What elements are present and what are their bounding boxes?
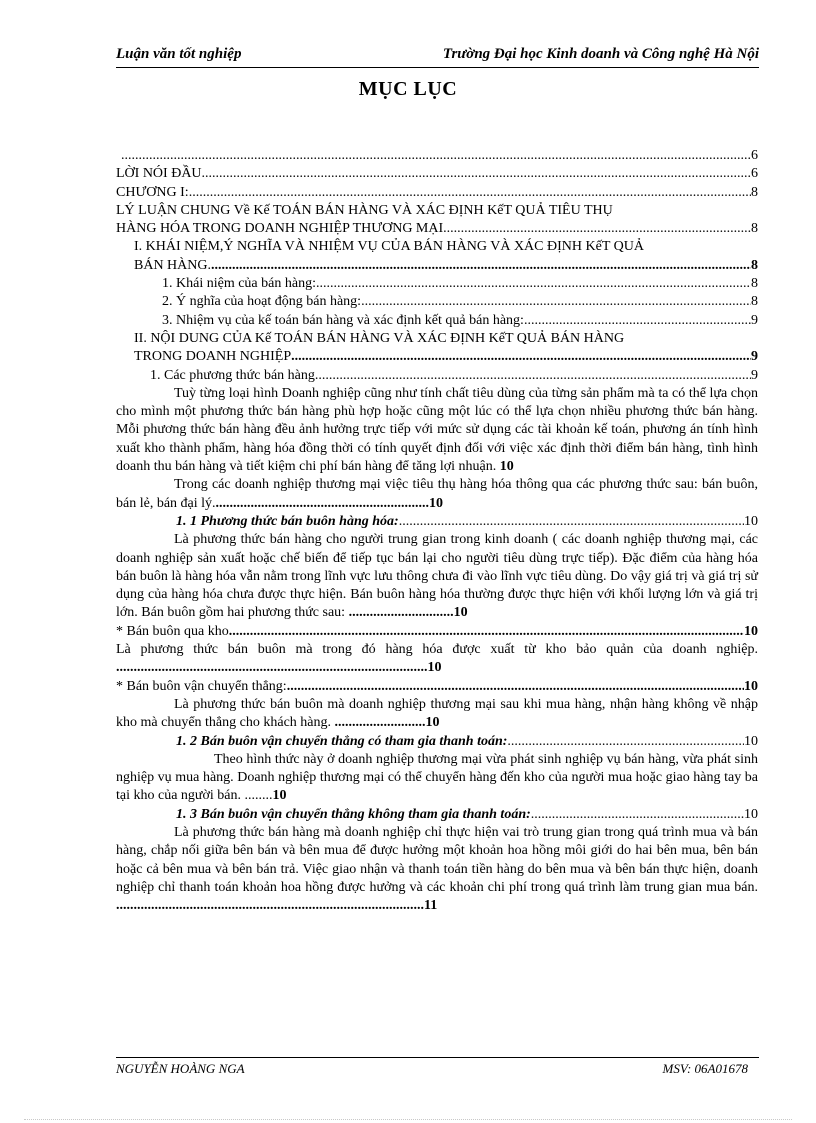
toc-page-number: 10 (744, 678, 758, 694)
toc-paragraph-entry[interactable]: Là phương thức bán buôn mà trong đó hàng hóa được xuất từ kho bảo quản của doanh nghiệp. .........................................................................................10 (116, 642, 758, 676)
toc-paragraph-entry[interactable]: Là phương thức bán buôn mà doanh nghiệp thương mại sau khi mua hàng, nhận hàng không về nhập kho mà chuyển thẳng cho khách hàng. ..........................10 (116, 696, 758, 731)
toc-paragraph-entry[interactable]: Tuỳ từng loại hình Doanh nghiệp cũng như tính chất tiêu dùng của từng sản phẩm mà ta có thể lựa chọn cho mình một phương thức bán hàng phù hợp hoặc cũng một lúc có thể lựa chọn nhiều phương thức bán hàng. Mỗi phương thức bán hàng đều ảnh hưởng trực tiếp với mức sử dụng các tài khoản kế toán, phương án tính hình xuất kho thành phẩm, hàng hóa đồng thời có tính quyết định đối với việc xác định thời điểm bán hàng, tình hình doanh thu bán hàng và tiết kiệm chi phí bán hàng để tăng lợi nhuận. 10 (116, 385, 758, 475)
toc-page-number: 8 (751, 184, 758, 200)
toc-entry[interactable]: I. KHÁI NIỆM,Ý NGHĨA VÀ NHIỆM VỤ CỦA BÁN HÀNG VÀ XÁC ĐỊNH KếT QUẢ (134, 239, 644, 255)
table-of-contents (116, 147, 758, 915)
toc-entry[interactable]: 1. 3 Bán buôn vận chuyển thẳng không tham gia thanh toán: ..... 10 (176, 806, 758, 824)
toc-entry[interactable]: 1. Khái niệm của bán hàng: ..... 8 (162, 275, 758, 293)
toc-page-number: 8 (751, 294, 758, 310)
toc-entry[interactable]: 2. Ý nghĩa của hoạt động bán hàng: ..... 8 (162, 293, 758, 311)
toc-page-number: 10 (272, 788, 287, 804)
footer-author-name: NGUYỄN HOÀNG NGA (116, 1061, 245, 1076)
toc-page-number: 11 (424, 898, 438, 914)
page-header (116, 46, 759, 66)
toc-entry[interactable] (121, 147, 758, 165)
toc-page-number: 6 (751, 166, 758, 182)
toc-page-number: 10 (453, 605, 468, 621)
toc-entry[interactable]: 1. 2 Bán buôn vận chuyển thẳng có tham gia thanh toán: ..... 10 (176, 733, 758, 751)
toc-paragraph-entry[interactable]: Trong các doanh nghiệp thương mại việc tiêu thụ hàng hóa thông qua các phương thức sau: bán buôn, bán lẻ, bán đại lý..............................................................10 (116, 477, 758, 511)
toc-entry[interactable]: II. NỘI DUNG CỦA Kế TOÁN BÁN HÀNG VÀ XÁC ĐỊNH KếT QUẢ BÁN HÀNG (134, 330, 625, 346)
header-thesis-label: Luận văn tốt nghiệp (116, 46, 242, 62)
toc-page-number: 8 (751, 257, 758, 273)
toc-entry[interactable]: 1. 1 Phương thức bán buôn hàng hóa: ..... 10 (176, 513, 758, 531)
toc-page-number: 10 (744, 733, 758, 749)
toc-entry[interactable]: LÝ LUẬN CHUNG Về Kế TOÁN BÁN HÀNG VÀ XÁC ĐỊNH KếT QUẢ TIÊU THỤ (116, 202, 613, 218)
toc-entry[interactable]: LỜI NÓI ĐẦU ..... 6 (116, 165, 758, 183)
page-title: MỤC LỤC (358, 78, 458, 100)
toc-entry[interactable]: 1. Các phương thức bán hàng ..... 9 (150, 367, 758, 385)
toc-page-number: 9 (751, 312, 758, 328)
toc-paragraph-entry[interactable]: Là phương thức bán hàng mà doanh nghiệp chỉ thực hiện vai trò trung gian trong quá trình mua và bán hàng, chắp nối giữa bên bán và bên mua để được hưởng một khoản hoa hồng môi giới do hai bên mua, bên bán hoặc cả bên mua và bên bán trả. Việc giao nhận và thanh toán tiền hàng do bên mua và bên bán thực hiện, doanh nghiệp chỉ thanh toán khoản hoa hồng được hưởng và các khoản chi phí trong quá trình làm trung gian mua bán. ........................................................................................11 (116, 824, 758, 914)
toc-page-number: 10 (427, 660, 442, 676)
toc-page-number: 8 (751, 276, 758, 292)
toc-page-number: 10 (744, 806, 758, 822)
toc-page-number: 9 (751, 349, 758, 365)
toc-entry[interactable]: * Bán buôn qua kho ..... 10 (116, 623, 758, 641)
toc-page-number: 10 (499, 459, 514, 475)
toc-entry[interactable]: CHƯƠNG I: ..... 8 (116, 184, 758, 202)
toc-entry[interactable]: * Bán buôn vận chuyển thẳng: ..... 10 (116, 678, 758, 696)
toc-entry[interactable]: TRONG DOANH NGHIỆP ..... 9 (134, 348, 758, 366)
toc-page-number: 10 (744, 623, 758, 639)
toc-page-number: 6 (751, 148, 758, 163)
toc-page-number: 10 (744, 513, 758, 529)
toc-paragraph-entry[interactable]: Là phương thức bán hàng cho người trung gian trong kinh doanh ( các doanh nghiệp thương mại, các doanh nghiệp sản xuất hoặc chế biến để tiếp tục bán lại cho người tiêu dùng trực tiếp). Đặc điểm của hàng hóa bán buôn là hàng hóa vẫn nằm trong lĩnh vực lưu thông chưa đi vào lĩnh vực tiêu dùng. Do vậy giá trị và giá trị sử dụng của hàng hóa chưa được thực hiện. Bán buôn hàng hóa thường được thực hiện với khối lượng lớn và giá trị lớn. Bán buôn gồm hai phương thức sau: ..............................10 (116, 532, 758, 621)
page-edge-divider (24, 1119, 792, 1120)
header-university-name: Trường Đại học Kinh doanh và Công nghệ Hà Nội (442, 46, 759, 62)
toc-paragraph-entry[interactable]: Theo hình thức này ở doanh nghiệp thương mại vừa phát sinh nghiệp vụ bán hàng, vừa phát sinh nghiệp vụ mua hàng. Doanh nghiệp thương mại có thể chuyển hàng đến kho của người mua hoặc giao hàng tay ba tại kho của người bán. ........10 (116, 751, 758, 804)
toc-entry[interactable]: 3. Nhiệm vụ của kế toán bán hàng và xác định kết quả bán hàng: ..... 9 (162, 312, 758, 330)
toc-page-number: 10 (425, 715, 440, 731)
toc-page-number: 8 (751, 221, 758, 237)
footer-student-id: MSV: 06A01678 (662, 1061, 748, 1076)
header-rule (116, 67, 759, 68)
toc-page-number: 9 (751, 367, 758, 383)
toc-page-number: 10 (429, 495, 444, 511)
toc-entry[interactable]: HÀNG HÓA TRONG DOANH NGHIỆP THƯƠNG MẠI ..... 8 (116, 220, 758, 238)
toc-entry[interactable]: BÁN HÀNG. ..... 8 (134, 257, 758, 275)
footer-rule (116, 1057, 759, 1058)
